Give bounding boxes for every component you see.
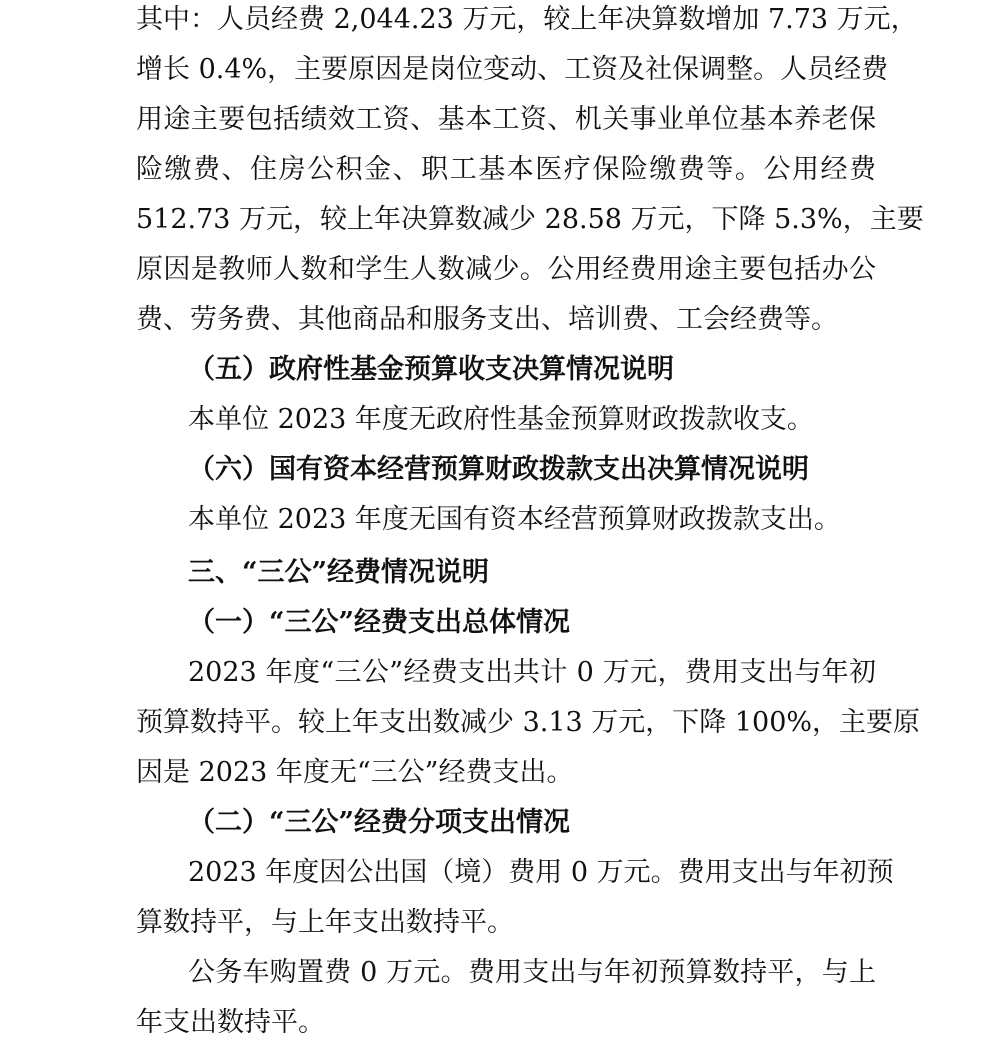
text-line: 因是 2023 年度无“三公”经费支出。	[136, 757, 574, 788]
text-line: 年支出数持平。	[136, 1007, 325, 1038]
text-line: 2023 年度“三公”经费支出共计 0 万元，费用支出与年初	[188, 657, 876, 688]
section-heading: （六）国有资本经营预算财政拨款支出决算情况说明	[188, 454, 809, 485]
text-line: 本单位 2023 年度无政府性基金预算财政拨款收支。	[188, 404, 814, 435]
section-heading: （二）“三公”经费分项支出情况	[188, 807, 571, 838]
text-line: 增长 0.4%，主要原因是岗位变动、工资及社保调整。人员经费	[136, 54, 889, 85]
text-line: 险缴费、住房公积金、职工基本医疗保险缴费等。公用经费	[136, 154, 876, 185]
section-heading: （一）“三公”经费支出总体情况	[188, 607, 571, 638]
section-heading: （五）政府性基金预算收支决算情况说明	[188, 354, 674, 385]
text-line: 本单位 2023 年度无国有资本经营预算财政拨款支出。	[188, 504, 841, 535]
text-line: 公务车购置费 0 万元。费用支出与年初预算数持平，与上	[188, 957, 876, 988]
text-line: 算数持平，与上年支出数持平。	[136, 907, 514, 938]
text-line: 512.73 万元，较上年决算数减少 28.58 万元，下降 5.3%，主要	[136, 204, 924, 235]
chapter-heading: 三、“三公”经费情况说明	[188, 557, 490, 588]
text-line: 用途主要包括绩效工资、基本工资、机关事业单位基本养老保	[136, 104, 876, 135]
text-line: 预算数持平。较上年支出数减少 3.13 万元，下降 100%，主要原	[136, 707, 921, 738]
text-line: 其中：人员经费 2,044.23 万元，较上年决算数增加 7.73 万元，	[136, 4, 918, 35]
text-line: 2023 年度因公出国（境）费用 0 万元。费用支出与年初预	[188, 857, 894, 888]
text-line: 原因是教师人数和学生人数减少。公用经费用途主要包括办公	[136, 254, 876, 285]
text-line: 费、劳务费、其他商品和服务支出、培训费、工会经费等。	[136, 304, 838, 335]
